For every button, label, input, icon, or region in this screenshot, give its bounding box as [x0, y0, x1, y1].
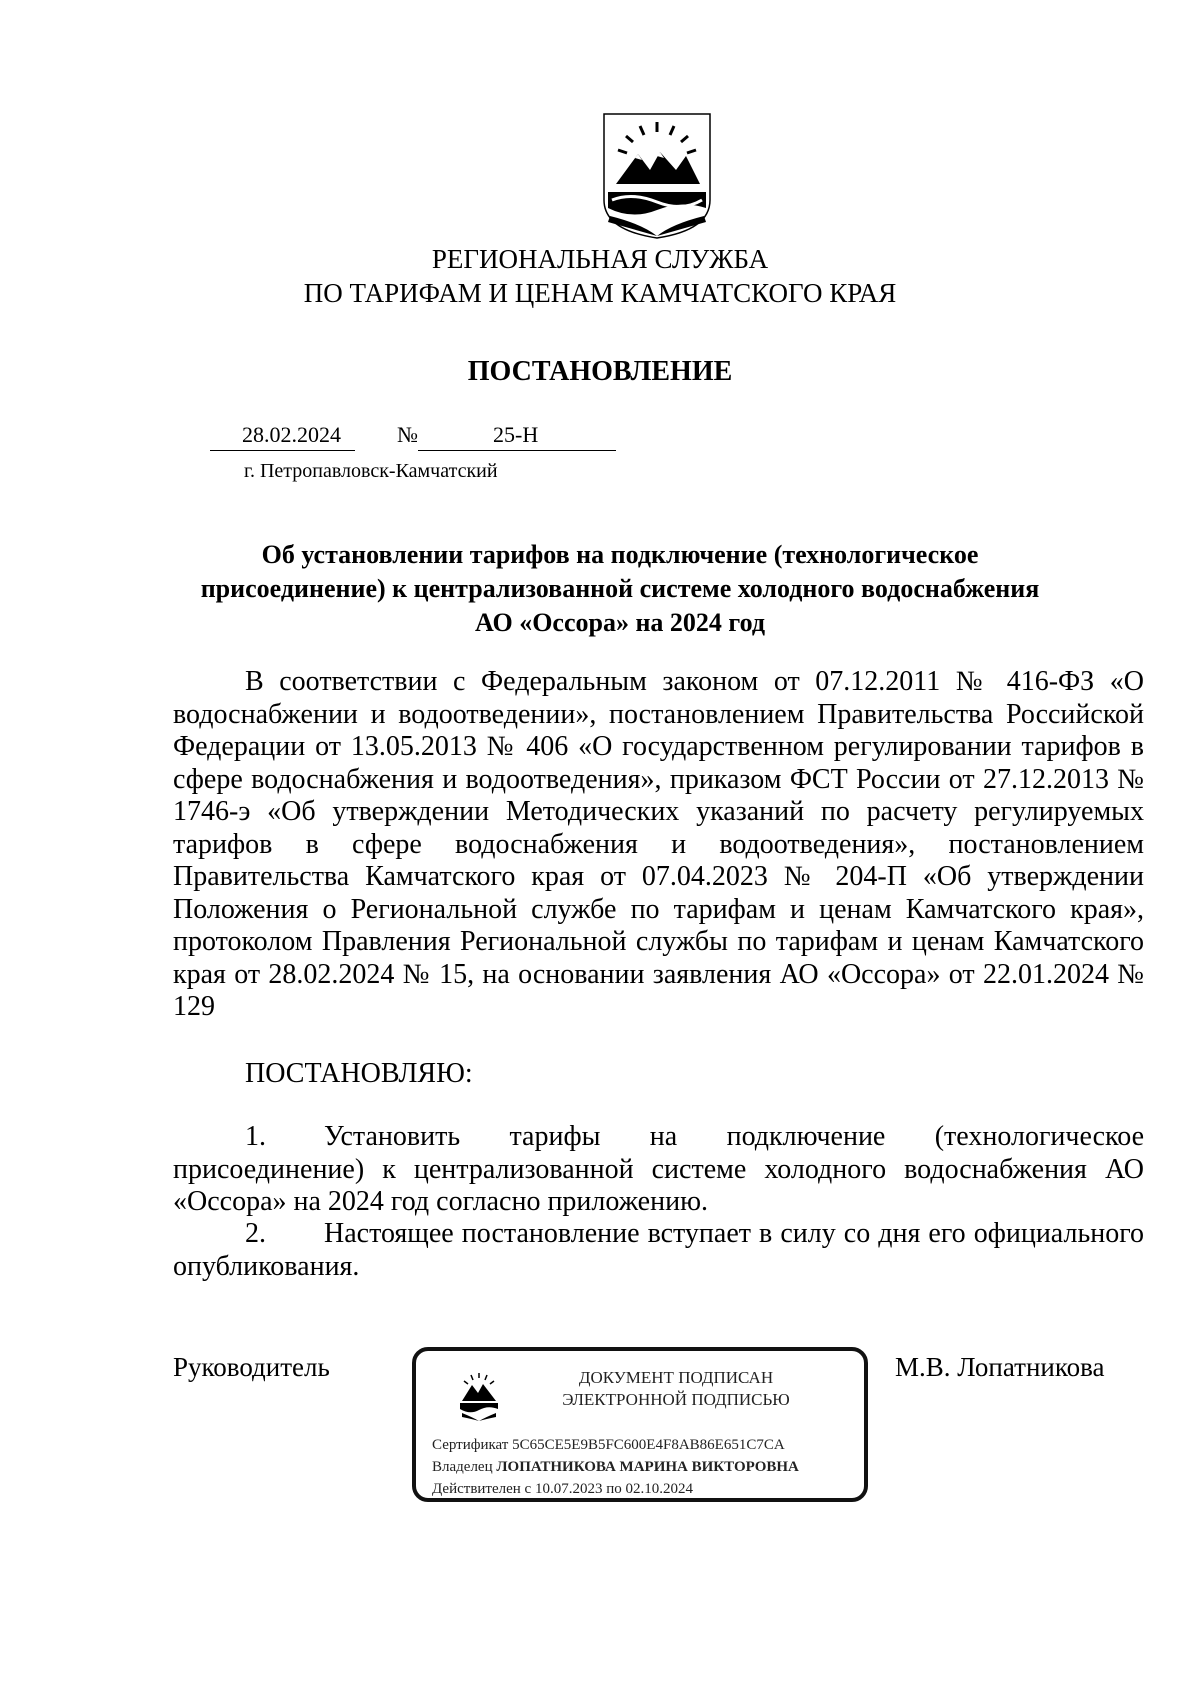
title-line-3: АО «Оссора» на 2024 год — [474, 608, 765, 637]
stamp-owner — [432, 1459, 799, 1476]
preamble-paragraph: В соответствии с Федеральным законом от 07.12.2011 № 416-ФЗ «О водоснабжении и водоотведении», постановлением Правительства Российской Федерации от 13.05.2013 № 406 «О государственном регулировании тарифов в сфере водоснабжения и водоотведения», приказом ФСТ России от 27.12.2013 № 1746-э «Об утверждении Методических указаний по расчету регулируемых тарифов в сфере водоснабжения и водоотведения», постановлением Правительства Камчатского края от 07.04.2023 № 204-П «Об утверждении Положения о Региональной службе по тарифам и ценам Камчатского края», протоколом Правления Региональной службы по тарифам и ценам Камчатского края от 28.02.2024 № 15, на основании заявления АО «Оссора» от 22.01.2024 № 129 — [173, 666, 1144, 1022]
owner-value: ЛОПАТНИКОВА МАРИНА ВИКТОРОВНА — [496, 1459, 799, 1475]
title-line-2: присоединение) к централизованной системе холодного водоснабжения — [200, 574, 1040, 603]
electronic-signature-stamp — [412, 1347, 868, 1502]
decree-verb: ПОСТАНОВЛЯЮ: — [245, 1058, 473, 1089]
stamp-certificate — [432, 1437, 785, 1454]
decree-item-1 — [173, 1121, 1144, 1219]
item-number: 2. — [245, 1218, 266, 1249]
signatory-role: Руководитель — [173, 1352, 330, 1382]
signatory-name: М.В. Лопатникова — [895, 1352, 1105, 1382]
valid-to-label: по — [606, 1481, 622, 1497]
valid-to-date: 02.10.2024 — [625, 1481, 693, 1497]
stamp-heading-line-2: ЭЛЕКТРОННОЙ ПОДПИСЬЮ — [562, 1390, 790, 1409]
kamchatka-emblem-icon — [602, 112, 712, 240]
stamp-validity — [432, 1481, 693, 1498]
document-type: ПОСТАНОВЛЕНИЕ — [467, 356, 733, 387]
certificate-value: 5C65CE5E9B5FC600E4F8AB86E651C7CA — [512, 1437, 785, 1453]
title-line-1: Об установлении тарифов на подключение (технологическое — [261, 540, 979, 569]
organization-name-line-1: РЕГИОНАЛЬНАЯ СЛУЖБА — [431, 244, 769, 274]
valid-from-date: 10.07.2023 — [534, 1481, 603, 1497]
owner-label: Владелец — [432, 1459, 493, 1475]
document-city: г. Петропавловск-Камчатский — [244, 460, 498, 482]
document-number: 25-Н — [493, 422, 539, 447]
document-title — [170, 538, 1070, 640]
date-underline — [210, 450, 355, 451]
item-text: Настоящее постановление вступает в силу со дня его официального опубликования. — [173, 1218, 1144, 1282]
certificate-label: Сертификат — [432, 1437, 509, 1453]
organization-name-line-2: ПО ТАРИФАМ И ЦЕНАМ КАМЧАТСКОГО КРАЯ — [303, 278, 897, 308]
item-text: Установить тарифы на подключение (технологическое присоединение) к централизованной системе холодного водоснабжения АО «Оссора» на 2024 год согласно приложению. — [173, 1121, 1144, 1217]
number-underline — [418, 450, 616, 451]
stamp-heading-line-1: ДОКУМЕНТ ПОДПИСАН — [578, 1368, 774, 1387]
item-number: 1. — [245, 1121, 266, 1152]
document-date: 28.02.2024 — [242, 422, 341, 447]
valid-from-label: Действителен с — [432, 1481, 532, 1497]
decree-item-2 — [173, 1218, 1144, 1283]
stamp-emblem-icon — [458, 1371, 500, 1421]
number-sign: № — [397, 422, 418, 447]
